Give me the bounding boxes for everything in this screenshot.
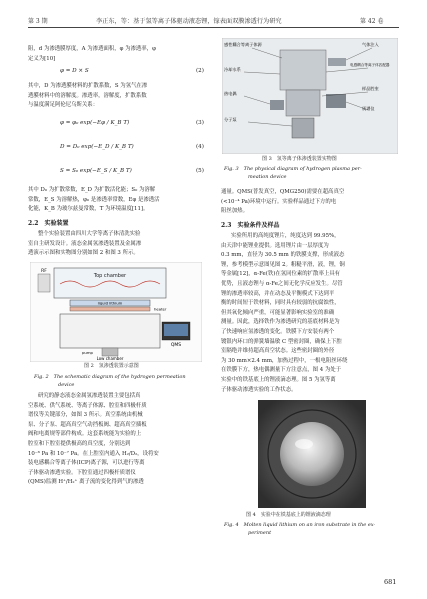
text-line: 常数，E_S 为溶解热，φ₀ 是渗透率常数，Eφ 是渗透活 (28, 196, 160, 203)
label-thermocouple: 热电偶 (224, 91, 237, 96)
text-line: 在铁膜下方，热电偶测量下方注意点，图 4 为处于 (221, 367, 342, 374)
text-line: 为 30 mm×2.4 mm，加热过程中，一根电阻丝环绕 (221, 357, 348, 364)
text-line: 室自主研发设计。液态金属氢渗透装置及金属渗 (28, 240, 142, 247)
caption-line: periment (248, 529, 272, 536)
page-number: 681 (384, 578, 397, 586)
heater-label: heater (154, 306, 167, 312)
journal-volume: 第 42 卷 (360, 18, 384, 25)
qms-screen (164, 324, 188, 336)
text-line: 通量。QMS(普发真空，QMG250)需要在超高真空 (221, 189, 345, 195)
text-line: 阻丝加热。 (221, 208, 248, 215)
equation-3: φ = φ₀ exp(−Eφ / K_B T) (60, 120, 130, 126)
text-line: 但其氧化倾向严重，可能显著影响实验室的准确 (221, 309, 335, 316)
caption-line: Fig. 3 The physical diagram of hydrogen plasma per- (224, 166, 362, 172)
text-line: 装电感耦合等离子体(ICP)离子源，可以进行等离 (28, 460, 145, 467)
text-line: 研究的静态液态金属氢渗透装置主要包括真 (38, 393, 141, 399)
running-title: 李正东，等：基于氢等离子体驱动液态锂，镓表面双膜渗透行为研究 (96, 18, 282, 25)
qms-body (326, 94, 346, 108)
equation-5-number: (5) (196, 168, 204, 174)
liquid-lithium-label: liquid lithium (97, 300, 123, 306)
text-line: 定义为[10] (28, 55, 56, 62)
text-line: 与温度满足阿伦尼乌斯关系： (28, 102, 99, 109)
lithium-droplet (280, 422, 344, 486)
text-line: 了快速响应氢渗透的变化。铁膜下方安装有两个 (221, 328, 335, 335)
reflection-highlight (295, 439, 313, 449)
header-rule (28, 27, 399, 28)
figure-3-caption-cn: 图 3 氢等离子体渗透装置实物图 (262, 156, 337, 162)
label-mass-spectrometer: 质谱仪 (362, 106, 375, 111)
low-chamber-box (60, 314, 160, 348)
text-line: 子体驱动渗透实验。下腔室通过四极杆质谱仪 (28, 469, 136, 476)
label-cooling-water: 冷却水系 (224, 67, 241, 72)
label-sample-chamber: 样品腔室 (362, 86, 379, 91)
caption-line: meation device (248, 173, 287, 180)
text-line: 由天津中能锂业提供。选用锂片由一层厚度为 (221, 242, 329, 249)
text-line: 阀和电离规等部件构成。这套系统能为实验的上 (28, 431, 142, 438)
paragraph-5 (28, 392, 208, 488)
text-line: 阻，d 为渗透膜厚度，A 为渗透面积，φ 为渗透率，φ (28, 46, 156, 52)
text-line: 等金属[12]，α-Fe(铁)在氢同位素的扩散率上具有 (221, 271, 341, 278)
equation-4-number: (4) (196, 144, 204, 150)
figure-2-caption-en (34, 374, 186, 389)
paragraph-1 (28, 45, 208, 64)
text-line: 谱仪等关键部分，如图 3 所示。真空系统由机械 (28, 412, 143, 419)
lithium-photo (258, 400, 366, 508)
text-line: 实验中的铁基底上的锂液滴态理。图 5 为氢等离 (221, 376, 336, 383)
text-line: 锂的渗透率较高，并在动态及平衡模式下达到平 (221, 290, 335, 297)
text-line: 化能，K_B 为玻尔兹曼常数，T 为环境温度[11]。 (28, 206, 149, 213)
rf-source (38, 274, 50, 292)
text-line: 10⁻⁶ Pa 和 10⁻⁷ Pa。在上腔室内通入 H₂/D₂，设将安 (28, 450, 159, 457)
text-line: 其中 D₀ 为扩散常数，E_D 为扩散活化能；S₀ 为溶解 (28, 187, 156, 193)
text-line: 子体驱动渗透实验的工作状态。 (221, 386, 297, 393)
thermocouple-box (270, 100, 284, 110)
text-line: 镀银内环口的弹簧墙温敏 C 型密封圈，确保上下腔 (221, 338, 342, 345)
qms-label: QMS (170, 343, 182, 348)
caption-line: Fig. 2 The schematic diagram of the hydrogen permeation (34, 374, 186, 380)
schematic-diagram (30, 262, 202, 362)
top-chamber-label: Top chamber (93, 273, 127, 279)
text-line: 透演示示图和实物图分别如图 2 和图 3 所示。 (28, 250, 139, 257)
chamber-upper (280, 50, 326, 90)
rf-label: RF (41, 269, 47, 274)
equation-4: D = D₀ exp(−E_D / K_B T) (60, 144, 134, 150)
heater-layer (70, 307, 150, 311)
equation-2-number: (2) (196, 68, 204, 74)
figure-4-caption-cn: 图 4 实验中在铁基底上的锂液滴态理 (246, 512, 331, 518)
figure-3-caption-en (224, 166, 362, 181)
pump-body (292, 118, 314, 138)
text-line: 测量。因此，选择铁作为渗透研究的基底材料是为 (221, 319, 340, 326)
label-icp-matcher: 电感耦合等离子体匹配器 (350, 63, 390, 67)
paragraph-2 (28, 82, 208, 111)
figure-2-caption-cn: 图 2 氢渗透装置示意图 (84, 363, 139, 369)
journal-issue: 第 3 期 (28, 18, 48, 25)
equation-2: φ = D × S (60, 68, 89, 74)
equation-3-number: (3) (196, 120, 204, 126)
text-line: 空系统、供气系统、等离子体源、腔室和四极杆质 (28, 402, 147, 409)
low-chamber-label: Low chamber (96, 356, 124, 361)
pump-label: pump (82, 350, 93, 355)
section-heading-2-3: 2.3 实验条件及样品 (221, 222, 280, 229)
device-photo (222, 38, 398, 154)
paragraph-6 (221, 188, 401, 217)
text-line: 整个实验装置由四川大学等离子体清洗实验 (38, 231, 141, 237)
text-line: 优势，且液态锂与 α-Fe之间无化学反应发生。尽管 (221, 280, 343, 287)
gas-inlet-pipe (328, 58, 346, 66)
text-line: 腔室和下腔室提供极高的真空度，分别达到 (28, 440, 131, 447)
text-line: (<10⁻⁴ Pa)环境中运行。实验样品通过下方的电 (221, 198, 337, 205)
text-line: (QMS)监测 H⁺/H₂⁺ 离子流的变化得到气的渗透 (28, 479, 144, 486)
text-line: 泵、分子泵、超高真空气动挡板阀、超高真空插板 (28, 421, 147, 428)
section-heading-2-2: 2.2 实验装置 (28, 220, 69, 227)
text-line: 0.3 mm，直径为 30.5 mm 的铁膜支撑，形成液态 (221, 252, 345, 259)
paragraph-7 (221, 232, 401, 395)
chamber-lower (286, 90, 320, 116)
caption-line: device (58, 381, 75, 388)
equation-5: S = S₀ exp(−E_S / K_B T) (60, 168, 132, 174)
caption-line: Fig. 4 Molten liquid lithium on an iron substrate in the ex- (224, 522, 376, 528)
text-line: 其中，D 为渗透膜材料的扩散系数，S 为氢气在渗 (28, 83, 148, 89)
text-line: 衡的时间短于铁材料，同时具有较弱的抗腐蚀性， (221, 300, 340, 307)
paragraph-3 (28, 186, 208, 215)
label-gas-injection: 气体注入 (362, 42, 379, 47)
text-line: 锂，参考模型示意图见图 2。粗糙平滑，液，锂，铜 (221, 261, 345, 268)
text-line: 透膜材料中的溶解度。渗透率，溶解度，扩散系数 (28, 92, 147, 99)
label-molecular-pump: 分子泵 (224, 117, 237, 122)
label-icp-source: 感性耦合等离子体源 (224, 42, 262, 47)
text-line: 室隔绝并维持超高真空状态。这些密封圈的外径 (221, 348, 335, 355)
text-line: 实验所用的高纯度锂片，纯度达到 99.95%， (231, 233, 340, 239)
pump-unit (102, 348, 118, 356)
figure-4-caption-en (224, 522, 375, 537)
paragraph-4 (28, 230, 208, 259)
